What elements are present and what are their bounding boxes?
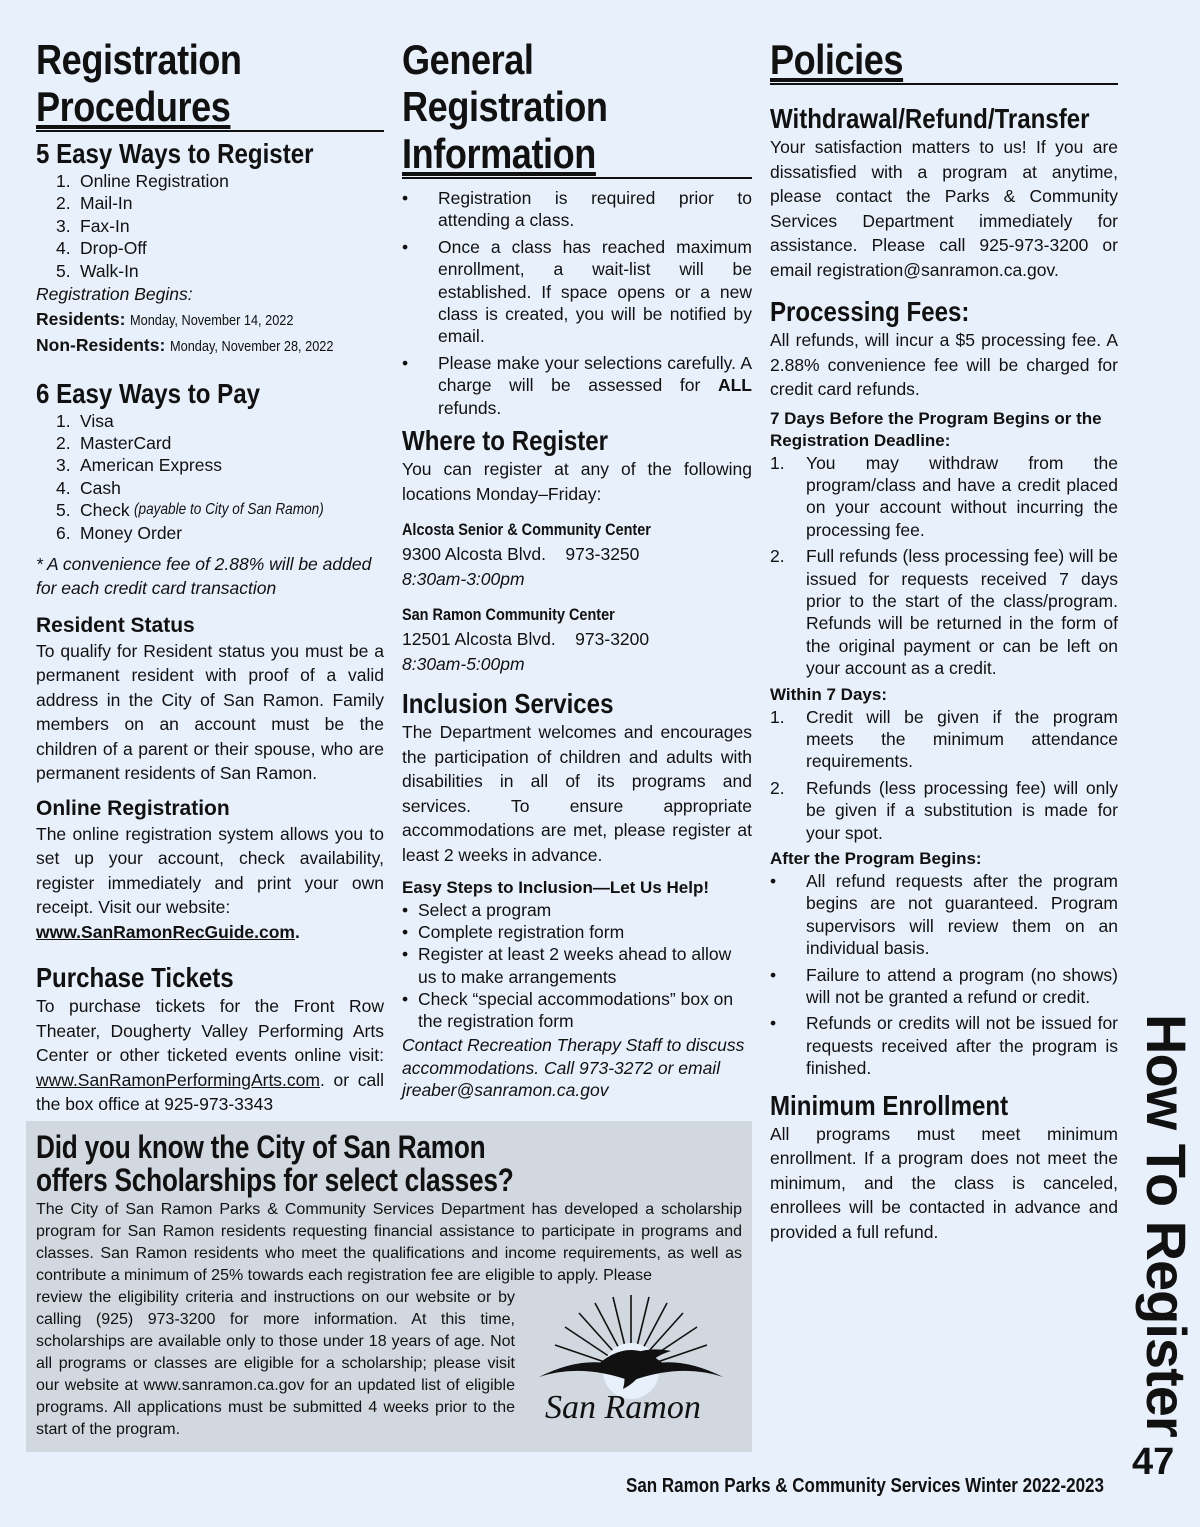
ways-to-pay-heading: 6 Easy Ways to Pay <box>36 377 260 409</box>
after-program-list <box>770 870 1118 1080</box>
scholarship-title-line: Did you know the City of San Ramon <box>36 1129 486 1165</box>
list-item: 1. Visa <box>56 410 114 431</box>
scholarship-box <box>26 1121 752 1452</box>
location-address: 9300 Alcosta Blvd. 973-3250 <box>402 544 640 565</box>
general-registration-title: General Registration Information <box>402 36 752 179</box>
list-item: 2. Full refunds (less processing fee) will be issued for requests received 7 days prior to the start of the class/program. Refunds will be returned in the form of the original payment or can be left on your account as a credit. <box>770 546 1118 679</box>
side-section-label: How To Register <box>1135 1014 1198 1437</box>
where-to-register-text: You can register at any of the following locations Monday–Friday: <box>402 459 752 504</box>
nonresidents-date-line: Non-Residents: Monday, November 28, 2022 <box>36 335 334 356</box>
ways-to-pay-list <box>36 410 384 544</box>
scholarship-text: review the eligibility criteria and instructions on our website or by calling (925) 973-3200 for more information. At this time, scholarships are available only to those under 18 years of age. Not all programs or classes are eligible for a scholarship; please visit our website at www.sanramon.ca.gov for an updated list of eligible programs. All applications must be submitted 4 weeks prior to the start of the program. <box>36 1289 515 1438</box>
list-item: 2. Mail-In <box>56 193 133 214</box>
withdrawal-refund-text: Your satisfaction matters to us! If you are dissatisfied with a program at anytime, please contact the Parks & Community Services Department immediately for assistance. Please call 925-973-3200 or email registration@sanramon.ca.gov. <box>770 137 1118 280</box>
list-item: 1. Online Registration <box>56 171 229 191</box>
location-hours: 8:30am-3:00pm <box>402 568 525 589</box>
resident-status-text: To qualify for Resident status you must be a permanent resident with proof of a valid address in the City of San Ramon. Family members on an account must be the children of a parent or their spouse, who are permanent residents of San Ramon. <box>36 640 384 784</box>
list-item: 1. Credit will be given if the program meets the minimum attendance requirements. <box>770 706 1118 772</box>
ways-to-register-list <box>36 170 384 282</box>
within-seven-days-list <box>770 706 1118 844</box>
online-registration-text: The online registration system allows you to set up your account, check availability, register immediately and print your own receipt. Visit our website: www.SanRamonRecGuide.com. <box>36 823 384 942</box>
list-item: • Please make your selections carefully. A charge will be assessed for ALL refunds. <box>402 352 752 418</box>
list-item: • Registration is required prior to attending a class. <box>402 188 752 231</box>
within-seven-days-heading: Within 7 Days: <box>770 684 887 704</box>
after-program-heading: After the Program Begins: <box>770 849 982 868</box>
processing-fees-heading: Processing Fees: <box>770 296 970 327</box>
list-item: 5. Walk-In <box>56 260 139 281</box>
inclusion-steps-heading: Easy Steps to Inclusion—Let Us Help! <box>402 878 710 898</box>
list-item: • Check “special accommodations” box on the registration form <box>402 988 734 1032</box>
list-item: • Complete registration form <box>402 922 625 943</box>
online-registration-heading: Online Registration <box>36 796 230 820</box>
minimum-enrollment-text: All programs must meet minimum enrollment. If a program does not meet the minimum, and the class is canceled, enrollees will be contacted in advance and provided a full refund. <box>770 1123 1118 1242</box>
purchase-tickets-text: To purchase tickets for the Front Row Theater, Dougherty Valley Performing Arts Center or other ticketed events online visit: www.SanRamonPerformingArts.com. or call the box office at 925-973-3343 <box>36 996 384 1115</box>
list-item: 5. Check (payable to City of San Ramon) <box>56 500 325 521</box>
withdrawal-refund-heading: Withdrawal/Refund/Transfer <box>770 103 1090 134</box>
policies-title: Policies <box>770 36 1118 85</box>
policies-column <box>770 36 1118 1244</box>
page-footer: San Ramon Parks & Community Services Winter 2022-2023 <box>626 1475 1104 1497</box>
purchase-tickets-heading: Purchase Tickets <box>36 962 234 994</box>
ways-to-register-heading: 5 Easy Ways to Register <box>36 138 314 169</box>
page-number: 47 <box>1132 1441 1175 1483</box>
san-ramon-logo <box>531 1291 731 1431</box>
list-item: 2. MasterCard <box>56 432 172 453</box>
location-name: Alcosta Senior & Community Center <box>402 520 651 540</box>
inclusion-services-text: The Department welcomes and encourages the participation of children and adults with disabilities in all of its programs and services. To ensure appropriate accommodations are met, please register at least 2 weeks in advance. <box>402 722 752 865</box>
general-registration-column <box>402 36 752 1102</box>
location-hours: 8:30am-5:00pm <box>402 653 525 674</box>
rec-guide-link[interactable]: www.SanRamonRecGuide.com <box>36 921 295 942</box>
where-to-register-heading: Where to Register <box>402 425 609 457</box>
list-item: • Once a class has reached maximum enrollment, a wait-list will be established. If space opens or a new class is created, you will be notified by email. <box>402 236 752 347</box>
scholarship-text: The City of San Ramon Parks & Community Services Department has developed a scholarship program for San Ramon residents requesting financial assistance to participate in programs and classes. San Ramon residents who meet the qualifications and income requirements, as well as contribute a minimum of 25% towards each registration fee are eligible to apply. Please <box>36 1201 742 1284</box>
list-item: 4. Cash <box>56 477 121 498</box>
seven-days-heading: 7 Days Before the Program Begins or the Registration Deadline: <box>770 408 1102 450</box>
seven-days-list <box>770 452 1118 680</box>
inclusion-services-heading: Inclusion Services <box>402 688 614 720</box>
convenience-fee-note: * A convenience fee of 2.88% will be added for each credit card transaction <box>36 553 372 599</box>
resident-status-heading: Resident Status <box>36 613 195 637</box>
list-item: 6. Money Order <box>56 522 183 543</box>
location-address: 12501 Alcosta Blvd. 973-3200 <box>402 629 650 650</box>
list-item: 4. Drop-Off <box>56 238 147 259</box>
registration-procedures-title: Registration Procedures <box>36 36 384 132</box>
list-item: • All refund requests after the program begins are not guaranteed. Program supervisors will review them on an individual basis. <box>770 871 1118 959</box>
list-item: 1. You may withdraw from the program/class and have a credit placed on your account without incurring the processing fee. <box>770 452 1118 540</box>
list-item: • Register at least 2 weeks ahead to allow us to make arrangements <box>402 944 732 987</box>
registration-begins-label: Registration Begins: <box>36 284 193 305</box>
scholarship-title-line: offers Scholarships for select classes? <box>36 1162 514 1198</box>
list-item: 3. Fax-In <box>56 215 130 236</box>
location-name: San Ramon Community Center <box>402 605 615 625</box>
performing-arts-link[interactable]: www.SanRamonPerformingArts.com <box>36 1069 320 1090</box>
processing-fees-text: All refunds, will incur a $5 processing fee. A 2.88% convenience fee will be charged for credit card refunds. <box>770 330 1118 399</box>
inclusion-steps-list <box>402 899 752 1032</box>
general-info-list <box>402 187 752 419</box>
logo-text: San Ramon <box>545 1389 701 1426</box>
residents-date-line: Residents: Monday, November 14, 2022 <box>36 308 294 329</box>
list-item: 3. American Express <box>56 455 222 476</box>
list-item: • Refunds or credits will not be issued for requests received after the program is finished. <box>770 1013 1118 1079</box>
list-item: • Failure to attend a program (no shows) will not be granted a refund or credit. <box>770 964 1118 1008</box>
inclusion-contact-text: Contact Recreation Therapy Staff to discuss accommodations. Call 973-3272 or email jreaber@sanramon.ca.gov <box>402 1035 745 1101</box>
list-item: • Select a program <box>402 900 552 921</box>
list-item: 2. Refunds (less processing fee) will only be given if a substitution is made for your spot. <box>770 777 1118 843</box>
registration-procedures-column <box>36 36 384 1117</box>
minimum-enrollment-heading: Minimum Enrollment <box>770 1089 1009 1121</box>
